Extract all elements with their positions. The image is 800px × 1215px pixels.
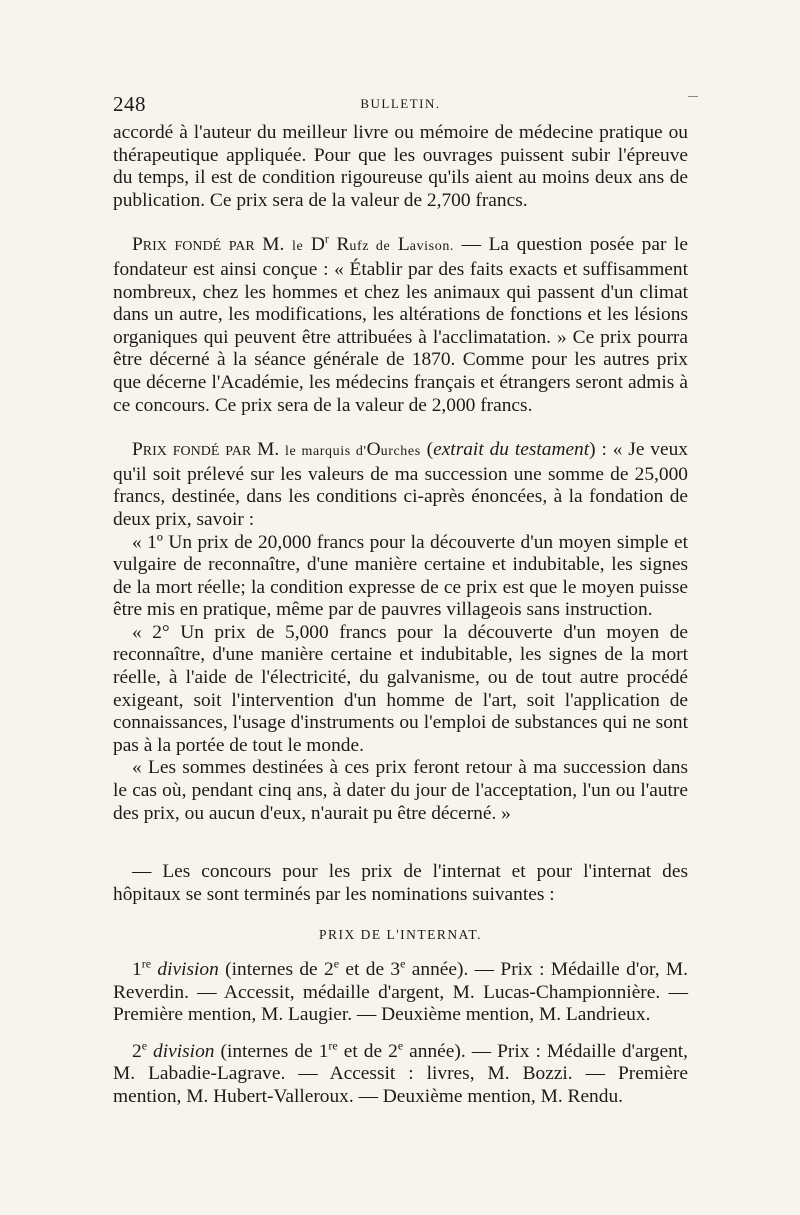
paragraph-internat-intro: — Les concours pour les prix de l'internat et pour l'internat des hôpitaux se sont terminés par les nominations suivantes : <box>113 861 688 905</box>
header-mark <box>688 96 698 97</box>
paragraph-continued: accordé à l'auteur du meilleur livre ou mémoire de médecine pratique ou thérapeutique appliquée. Pour que les ouvrages puissent subir l'épreuve du temps, il est de condition rigoureuse qu'ils aient au moins deux ans de publication. Ce prix sera de la valeur de 2,700 francs. <box>113 122 688 211</box>
paragraph-division-2 <box>113 1038 689 1109</box>
page-number: 248 <box>113 92 146 116</box>
paragraph-item-2: « 2° Un prix de 5,000 francs pour la découverte d'un moyen de reconnaître, d'une manière certaine et indubitable, les signes de la mort réelle, à l'aide de l'électricité, du galvanisme, ou de tout autre procédé exigeant, soit l'intervention d'un homme de l'art, soit l'application de connaissances, l'usage d'instruments ou l'emploi de substances qui ne sont pas à la portée de tout le monde. <box>113 621 688 756</box>
division-text-rest: année). — Prix : Médaille d'or, M. Reverdin. — Accessit, médaille d'argent, M. Lucas-Championnière. — Première mention, M. Laugier. — Deuxième mention, M. Landrieux. <box>113 959 688 1026</box>
paragraph-prize-lavison <box>113 231 688 417</box>
prize-heading-surname-initial: L <box>390 234 410 256</box>
division-number: 1 <box>132 959 142 980</box>
division-label: division <box>151 959 219 980</box>
prize-heading-m: M. <box>254 234 292 256</box>
prize-heading-paren-open: ( <box>420 439 434 461</box>
section-title: PRIX DE L'INTERNAT. <box>318 927 483 943</box>
prize-heading-name: ufz de <box>349 239 391 255</box>
prize-heading-italic: extrait du testament <box>433 439 590 461</box>
division-text: (internes de 2 <box>218 959 334 980</box>
division-text-rest: année). — Prix : Médaille d'argent, M. Labadie-Lagrave. — Accessit : livres, M. Bozzi. — Première mention, M. Hubert-Valleroux. — Deuxième mention, M. Rendu. <box>113 1040 689 1107</box>
prize-heading-lead: Prix fondé par <box>132 234 255 256</box>
prize-heading-name-initial: O <box>366 439 381 461</box>
division-label: division <box>147 1040 215 1062</box>
division-sup: re <box>328 1038 338 1053</box>
paragraph-closing: « Les sommes destinées à ces prix feront retour à ma succession dans le cas où, pendant cinq ans, à dater du jour de l'acceptation, l'un ou l'autre des prix, ou aucun d'eux, n'aurait pu être décerné. » <box>113 757 688 824</box>
body-text <box>113 122 688 1109</box>
prize-heading-paren-close: ) : <box>589 439 607 461</box>
prize-heading-dr-sup: r <box>324 231 329 246</box>
prize-heading-marquis: le marquis d' <box>285 444 367 460</box>
paragraph-item-1: « 1º Un prix de 20,000 francs pour la découverte d'un moyen simple et vulgaire de reconnaître, d'une manière certaine et indubitable, les signes de la mort réelle; la condition expresse de ce prix est que le moyen puisse être mis en pratique, même par de pauvres villageois sans instruction. <box>113 531 688 621</box>
division-text: et de 3 <box>339 959 401 980</box>
running-title: BULLETIN. <box>360 96 441 111</box>
paragraph-division-1 <box>113 956 688 1027</box>
division-sup: e <box>400 956 406 971</box>
prize-heading-lead: Prix fondé par <box>132 439 252 461</box>
division-number-sup: re <box>141 956 152 971</box>
prize-heading-name: urches <box>380 444 421 460</box>
prize-heading-name-initial: R <box>328 234 350 256</box>
prize-heading-dr: D <box>303 234 325 256</box>
prize-ourches-text: « Je veux qu'il soit prélevé sur les valeurs de ma succession une somme de 25,000 francs, destinée, dans les conditions ci-après énoncées, à la fondation de deux prix, savoir : <box>113 439 688 530</box>
prize-heading-m: M. <box>251 439 286 461</box>
division-sup: e <box>333 956 340 971</box>
prize-lavison-text: — La question posée par le fondateur est ainsi conçue : « Établir par des faits exacts et suffisamment nombreux, chez les hommes et chez les animaux qui passent d'un climat dans un autre, les modifications, les altérations de fonctions et les lésions organiques qui peuvent être attribuées à l'acclimatation. » Ce prix pourra être décerné à la séance générale de 1870. Comme pour les autres prix que décerne l'Académie, les médecins français et étrangers seront admis à ce concours. Ce prix sera de la valeur de 2,000 francs. <box>113 234 688 416</box>
division-text: (internes de 1 <box>214 1040 329 1062</box>
division-text: et de 2 <box>337 1040 398 1062</box>
prize-heading-surname: avison. <box>409 239 455 255</box>
paragraph-prize-ourches <box>113 439 688 531</box>
division-number: 2 <box>132 1040 142 1062</box>
division-number-sup: e <box>141 1038 148 1053</box>
prize-heading-le: le <box>291 239 304 255</box>
division-sup: e <box>397 1038 404 1053</box>
page-header <box>113 92 688 122</box>
